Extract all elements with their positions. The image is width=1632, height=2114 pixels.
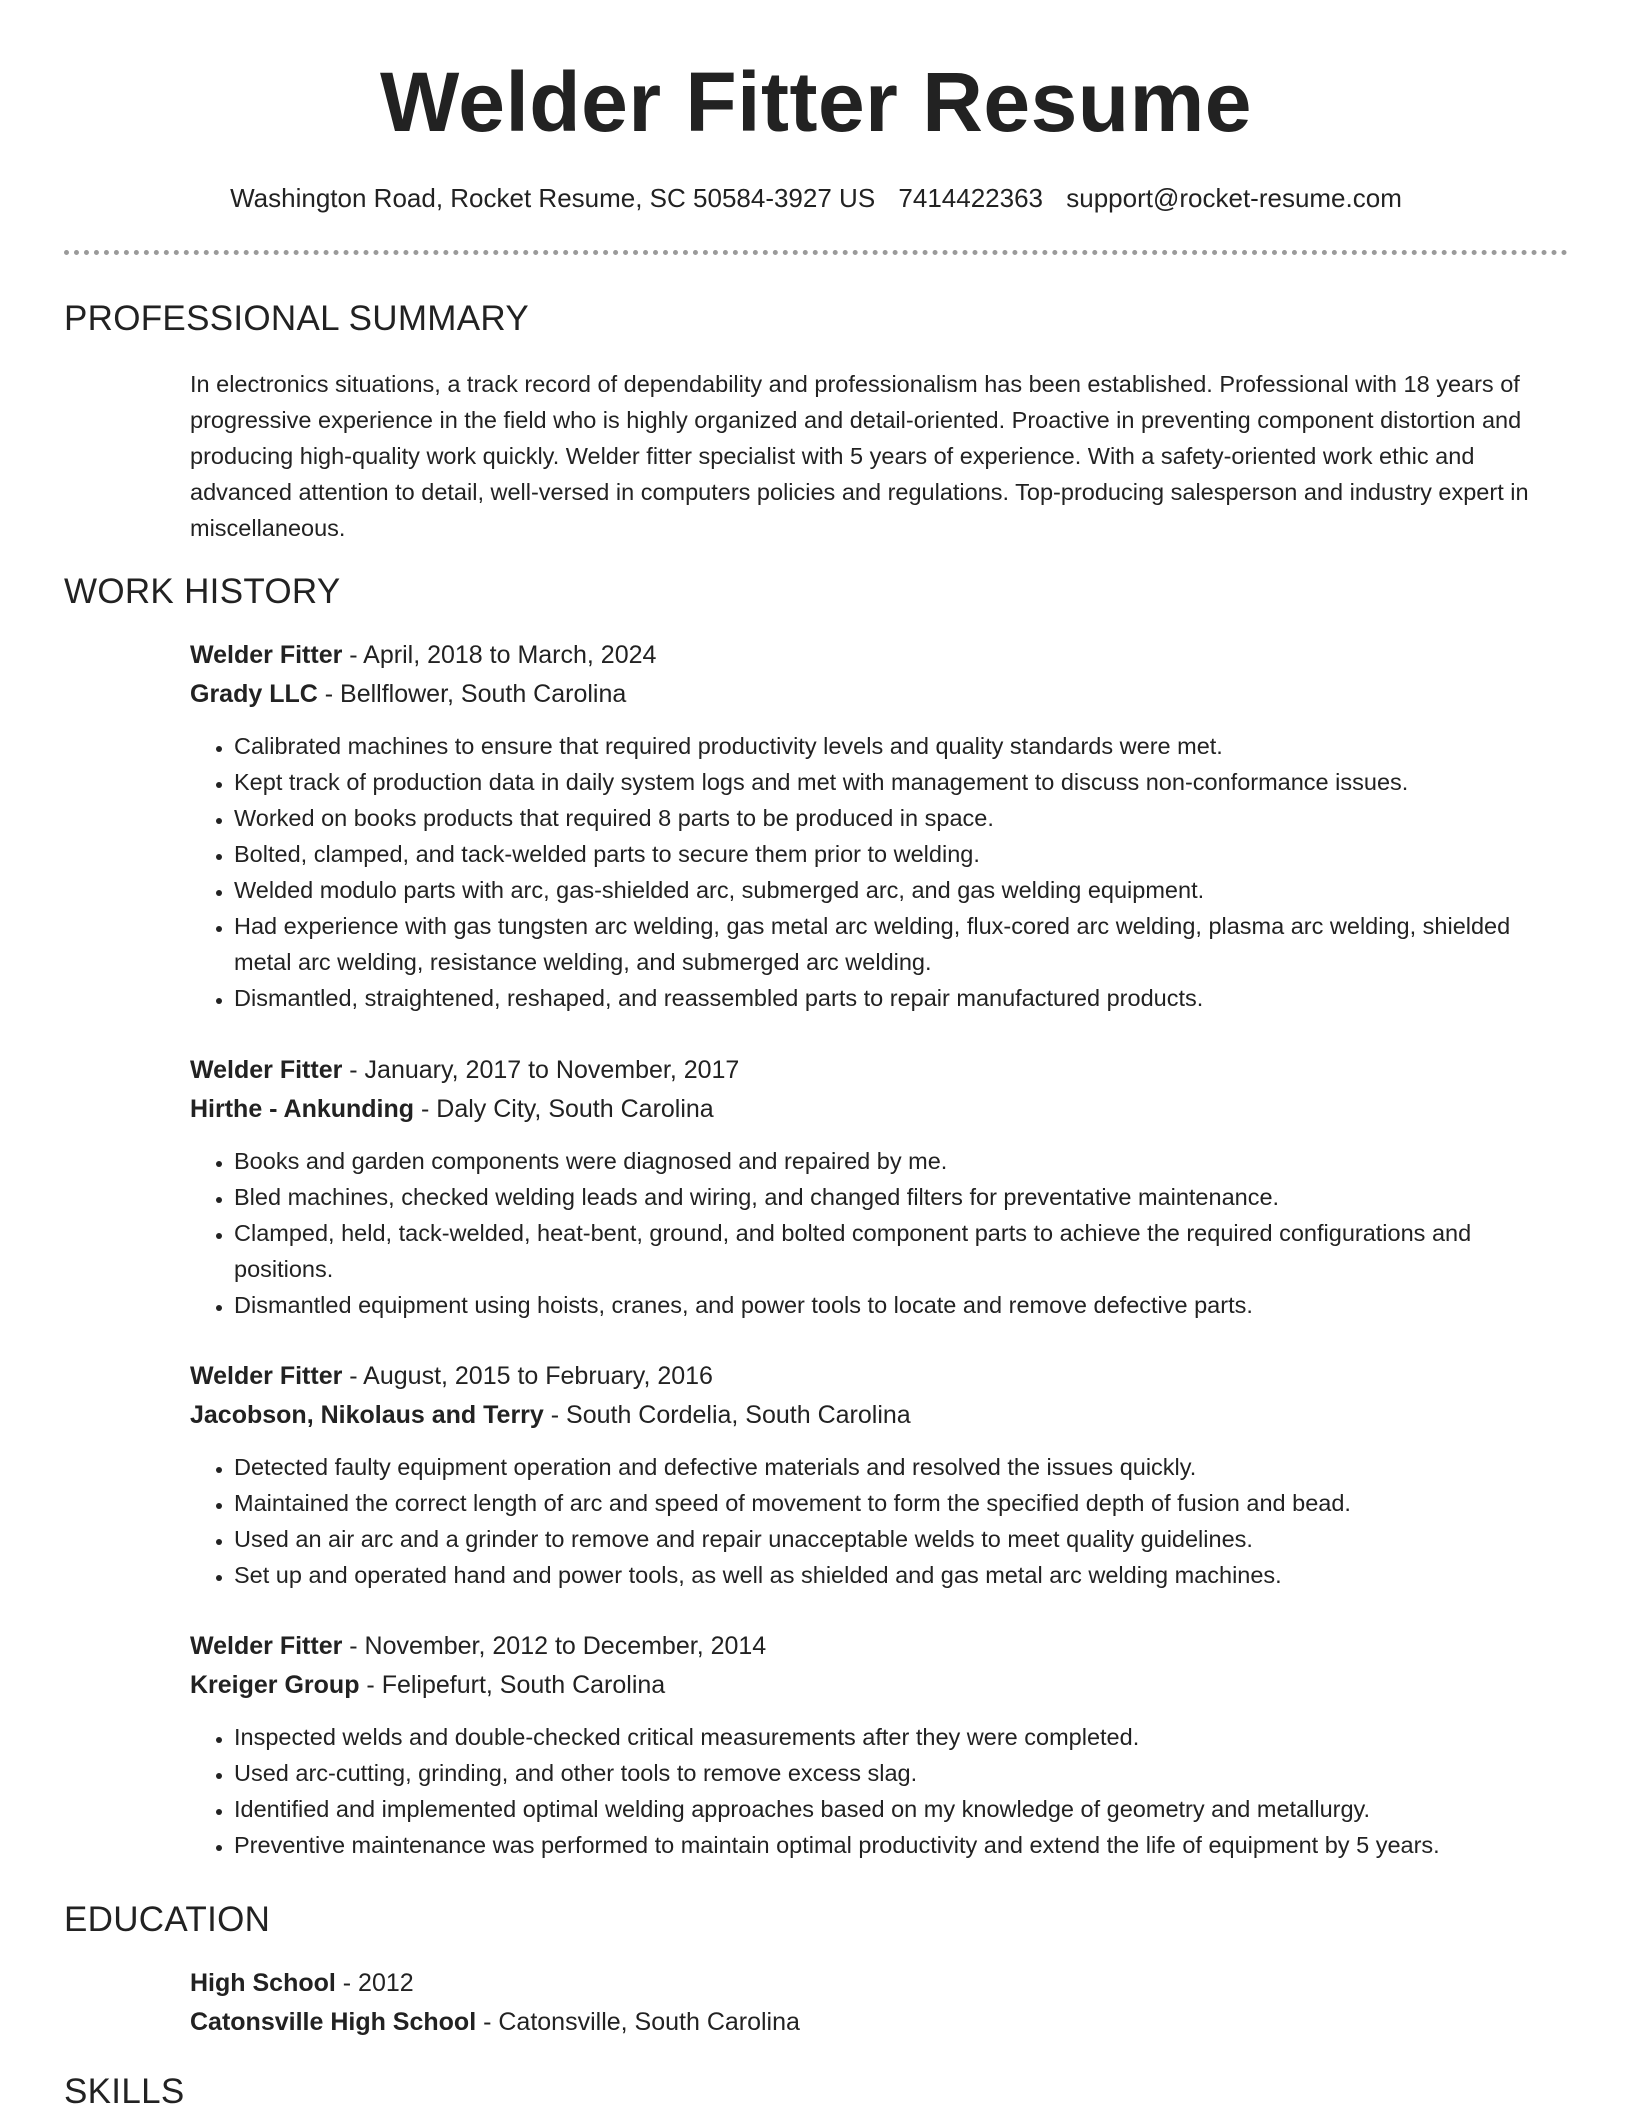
education-heading: EDUCATION: [64, 1900, 271, 1939]
job-location: - Bellflower, South Carolina: [317, 680, 627, 708]
job-dates: - November, 2012 to December, 2014: [342, 1632, 767, 1660]
education-school: Catonsville High School: [190, 2008, 477, 2036]
job-title: Welder Fitter: [190, 1056, 343, 1084]
job-bullet: • Welded modulo parts with arc, gas-shielded arc, submerged arc, and gas welding equipment.: [234, 872, 1570, 908]
education-location: - Catonsville, South Carolina: [476, 2008, 800, 2036]
job-bullet: • Used arc-cutting, grinding, and other tools to remove excess slag.: [234, 1755, 1570, 1791]
job-entry: [190, 1357, 1570, 1593]
contact-line: [0, 181, 1632, 215]
job-dates: - April, 2018 to March, 2024: [342, 641, 657, 669]
contact-email: support@rocket-resume.com: [1066, 183, 1402, 213]
job-bullet: • Bled machines, checked welding leads and wiring, and changed filters for preventative maintenance.: [234, 1179, 1570, 1215]
header-divider: [64, 250, 1568, 255]
job-entry: [190, 636, 1570, 1016]
skills-heading: SKILLS: [64, 2072, 185, 2111]
job-title-line: [190, 1357, 1570, 1396]
contact-address: Washington Road, Rocket Resume, SC 50584-3927 US: [230, 183, 876, 213]
job-title: Welder Fitter: [190, 641, 343, 669]
work-history-heading: WORK HISTORY: [64, 572, 341, 611]
job-title-line: [190, 636, 1570, 675]
job-location: - Felipefurt, South Carolina: [359, 1671, 666, 1699]
job-company-line: [190, 1666, 1570, 1705]
job-title: Welder Fitter: [190, 1362, 343, 1390]
job-bullet: • Detected faulty equipment operation and defective materials and resolved the issues quickly.: [234, 1449, 1570, 1485]
job-location: - South Cordelia, South Carolina: [543, 1401, 911, 1429]
summary-heading: PROFESSIONAL SUMMARY: [64, 299, 529, 338]
job-bullet-list: [190, 728, 1570, 1016]
job-company: Kreiger Group: [190, 1671, 360, 1699]
job-bullet: • Bolted, clamped, and tack-welded parts to secure them prior to welding.: [234, 836, 1570, 872]
resume-title: Welder Fitter Resume: [379, 55, 1253, 149]
job-title-line: [190, 1627, 1570, 1666]
job-bullet: • Inspected welds and double-checked critical measurements after they were completed.: [234, 1719, 1570, 1755]
job-title: Welder Fitter: [190, 1632, 343, 1660]
job-bullet-list: [190, 1449, 1570, 1593]
job-title-line: [190, 1051, 1570, 1090]
job-company: Jacobson, Nikolaus and Terry: [190, 1401, 544, 1429]
contact-phone: 7414422363: [898, 183, 1044, 213]
job-entry: [190, 1627, 1570, 1863]
job-bullet: • Worked on books products that required 8 parts to be produced in space.: [234, 800, 1570, 836]
education-year: - 2012: [335, 1969, 414, 1997]
education-degree: High School: [190, 1969, 336, 1997]
job-dates: - August, 2015 to February, 2016: [342, 1362, 713, 1390]
job-company-line: [190, 675, 1570, 714]
job-bullet: • Dismantled equipment using hoists, cranes, and power tools to locate and remove defective parts.: [234, 1287, 1570, 1323]
education-entry: [190, 1964, 1570, 2042]
job-bullet: • Used an air arc and a grinder to remove and repair unacceptable welds to meet quality guidelines.: [234, 1521, 1570, 1557]
job-bullet: • Clamped, held, tack-welded, heat-bent, ground, and bolted component parts to achieve the required configurations and positions.: [234, 1215, 1570, 1287]
summary-text: In electronics situations, a track record of dependability and professionalism has been established. Professional with 18 years of progressive experience in the field who is highly organized and detail-oriented. Proactive in preventing component distortion and producing high-quality work quickly. Welder fitter specialist with 5 years of experience. With a safety-oriented work ethic and advanced attention to detail, well-versed in computers policies and regulations. Top-producing salesperson and industry expert in miscellaneous.: [190, 371, 1529, 541]
job-entry: [190, 1051, 1570, 1323]
job-bullet-list: [190, 1143, 1570, 1323]
job-bullet: • Calibrated machines to ensure that required productivity levels and quality standards were met.: [234, 728, 1570, 764]
job-company-line: [190, 1396, 1570, 1435]
job-location: - Daly City, South Carolina: [414, 1095, 714, 1123]
job-bullet: • Kept track of production data in daily system logs and met with management to discuss non-conformance issues.: [234, 764, 1570, 800]
job-bullet: • Had experience with gas tungsten arc welding, gas metal arc welding, flux-cored arc welding, plasma arc welding, shielded metal arc welding, resistance welding, and submerged arc welding.: [234, 908, 1570, 980]
job-bullet-list: [190, 1719, 1570, 1863]
job-company-line: [190, 1090, 1570, 1129]
job-company: Grady LLC: [190, 680, 318, 708]
job-dates: - January, 2017 to November, 2017: [342, 1056, 740, 1084]
job-bullet: • Books and garden components were diagnosed and repaired by me.: [234, 1143, 1570, 1179]
job-company: Hirthe - Ankunding: [190, 1095, 415, 1123]
education-degree-line: [190, 1964, 1570, 2003]
job-bullet: • Set up and operated hand and power tools, as well as shielded and gas metal arc welding machines.: [234, 1557, 1570, 1593]
education-school-line: [190, 2003, 1570, 2042]
job-bullet: • Dismantled, straightened, reshaped, and reassembled parts to repair manufactured products.: [234, 980, 1570, 1016]
job-bullet: • Maintained the correct length of arc and speed of movement to form the specified depth of fusion and bead.: [234, 1485, 1570, 1521]
job-bullet: • Preventive maintenance was performed to maintain optimal productivity and extend the life of equipment by 5 years.: [234, 1827, 1570, 1863]
job-bullet: • Identified and implemented optimal welding approaches based on my knowledge of geometry and metallurgy.: [234, 1791, 1570, 1827]
